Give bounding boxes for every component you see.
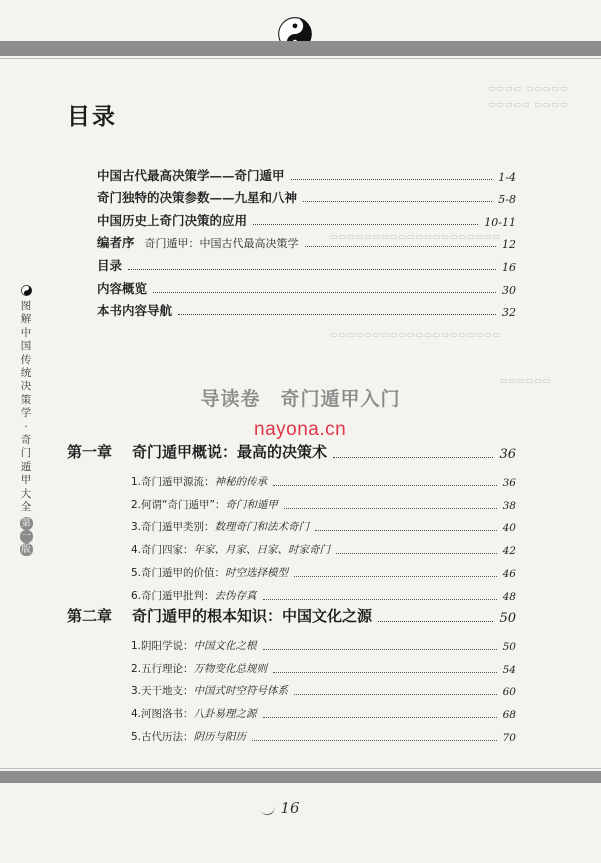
toc-entry[interactable] <box>97 297 516 320</box>
toc-entry[interactable] <box>97 184 516 207</box>
dot-leader <box>336 553 497 554</box>
item-desc: 数理奇门和法术奇门 <box>214 521 310 534</box>
chapter-heading[interactable] <box>67 599 516 626</box>
item-desc: 年家、月家、日家、时家奇门 <box>193 544 331 557</box>
dot-leader <box>315 530 497 531</box>
dot-leader <box>273 485 497 486</box>
toc-item[interactable] <box>131 466 516 489</box>
toc-entry-page: 32 <box>502 306 516 320</box>
toc-item[interactable] <box>131 698 516 721</box>
section-title: 奇门遁甲入门 <box>280 388 401 410</box>
toc-item[interactable] <box>131 676 516 699</box>
toc-entry-label: 本书内容导航 <box>97 303 173 319</box>
watermark-text: nayona.cn <box>254 419 347 440</box>
dot-leader <box>253 224 478 225</box>
yin-yang-icon <box>21 285 32 296</box>
header-band <box>0 41 601 56</box>
item-label: 5.奇门遁甲的价值： <box>131 566 226 579</box>
dot-leader <box>378 621 493 622</box>
dot-leader <box>153 292 496 293</box>
footer-band <box>0 771 601 783</box>
toc-item[interactable] <box>131 489 516 512</box>
toc-item[interactable] <box>131 557 516 580</box>
dot-leader <box>294 694 497 695</box>
item-page: 40 <box>502 522 516 535</box>
item-desc: 万物变化总规则 <box>193 662 268 675</box>
toc-item[interactable] <box>131 512 516 535</box>
dot-leader <box>263 649 497 650</box>
toc-entry-label: 内容概览 <box>97 280 148 296</box>
item-label: 1.奇门遁甲源流： <box>131 475 215 488</box>
toc-item[interactable] <box>131 721 516 744</box>
toc-entry-label: 中国古代最高决策学——奇门遁甲 <box>97 167 285 183</box>
item-page: 36 <box>502 476 516 489</box>
toc-item[interactable] <box>131 534 516 557</box>
dot-leader <box>333 457 493 458</box>
chapter-title: 奇门遁甲的根本知识：中国文化之源 <box>132 607 373 625</box>
dot-leader <box>284 508 497 509</box>
show-through-text: ▭▭▭▭▭ ▭▭▭▭ <box>488 100 569 109</box>
item-label: 4.奇门四家： <box>131 544 194 557</box>
show-through-text: ▭▭▭▭▭▭ <box>500 376 552 385</box>
item-label: 1.阴阳学说： <box>131 639 194 652</box>
dot-leader <box>305 246 496 247</box>
footer-rule <box>0 768 601 769</box>
dot-leader <box>263 717 497 718</box>
toc-entry[interactable] <box>97 251 516 274</box>
item-page: 50 <box>502 640 516 653</box>
item-page: 42 <box>502 545 516 558</box>
item-label: 6.奇门遁甲批判： <box>131 589 215 602</box>
item-page: 70 <box>502 731 516 744</box>
toc-entry-page: 1-4 <box>498 170 516 184</box>
page-number: 16 <box>280 799 300 817</box>
toc-entry[interactable] <box>97 229 516 252</box>
item-page: 46 <box>502 567 516 580</box>
chapter-number: 第二章 <box>67 607 113 625</box>
item-desc: 中国文化之根 <box>193 639 257 652</box>
toc-entry-label: 编者序 <box>97 235 135 251</box>
side-banner <box>17 285 35 556</box>
show-through-text: ▭▭▭▭▭▭▭▭▭▭▭▭▭▭▭▭▭▭▭▭ <box>330 232 502 241</box>
front-matter-list <box>97 161 516 319</box>
item-page: 54 <box>502 663 516 676</box>
item-page: 48 <box>502 590 516 603</box>
toc-entry[interactable] <box>97 206 516 229</box>
chapter-heading[interactable] <box>67 435 516 462</box>
item-desc: 时空选择模型 <box>225 566 289 579</box>
item-label: 2.五行理论： <box>131 662 194 675</box>
toc-entry-subtitle: 奇门遁甲：中国古代最高决策学 <box>144 237 299 251</box>
dot-leader <box>128 269 496 270</box>
section-part: 导读卷 <box>200 388 261 410</box>
item-desc: 去伪存真 <box>214 589 257 602</box>
dot-leader <box>273 672 497 673</box>
toc-entry-page: 30 <box>502 283 516 297</box>
toc-entry[interactable] <box>97 161 516 184</box>
toc-entry-page: 5-8 <box>498 193 516 207</box>
item-desc: 奇门和遁甲 <box>225 498 278 511</box>
chapter-title: 奇门遁甲概说：最高的决策术 <box>132 443 328 461</box>
toc-title: 目录 <box>67 104 117 130</box>
toc-entry[interactable] <box>97 274 516 297</box>
header-rule <box>0 58 601 59</box>
item-label: 4.河图洛书： <box>131 708 194 721</box>
item-label: 5.古代历法： <box>131 730 194 743</box>
item-page: 38 <box>502 499 516 512</box>
chapter-items <box>131 466 516 603</box>
item-desc: 阴历与阳历 <box>193 730 247 743</box>
item-desc: 神秘的传承 <box>214 475 268 488</box>
dot-leader <box>291 179 493 180</box>
chapter-items <box>131 630 516 744</box>
toc-entry-page: 16 <box>502 260 516 274</box>
chapter-1 <box>67 435 516 603</box>
toc-entry-label: 奇门独特的决策参数——九星和八神 <box>97 190 298 206</box>
item-label: 2.何谓“奇门遁甲”： <box>131 498 226 511</box>
toc-item[interactable] <box>131 653 516 676</box>
show-through-text: ▭▭▭▭▭▭▭▭▭▭▭▭▭▭▭▭▭▭▭▭ <box>330 330 502 339</box>
dot-leader <box>303 201 492 202</box>
show-through-text: ▭▭▭▭ ▭▭▭▭▭ <box>488 84 569 93</box>
toc-item[interactable] <box>131 630 516 653</box>
section-heading <box>0 384 601 411</box>
edition-badge: 第 一 版 <box>21 517 31 555</box>
toc-entry-page: 12 <box>502 238 516 252</box>
item-label: 3.奇门遁甲类别： <box>131 521 215 534</box>
series-title: 图 解 中 国 传 统 决 策 学 · 奇 门 遁 甲 大 全 <box>20 300 32 514</box>
dot-leader <box>294 576 497 577</box>
dot-leader <box>252 740 497 741</box>
toc-entry-label: 中国历史上奇门决策的应用 <box>97 212 248 228</box>
item-page: 60 <box>502 686 516 699</box>
item-desc: 中国式时空符号体系 <box>193 685 289 698</box>
item-page: 68 <box>502 709 516 722</box>
item-desc: 八卦易理之源 <box>193 708 257 721</box>
dot-leader <box>178 314 496 315</box>
toc-entry-page: 10-11 <box>484 215 516 229</box>
chapter-page: 36 <box>499 447 516 462</box>
chapter-page: 50 <box>499 611 516 626</box>
toc-entry-label: 目录 <box>97 257 123 273</box>
chapter-number: 第一章 <box>67 443 113 461</box>
item-label: 3.天干地支： <box>131 685 194 698</box>
chapter-2 <box>67 599 516 744</box>
